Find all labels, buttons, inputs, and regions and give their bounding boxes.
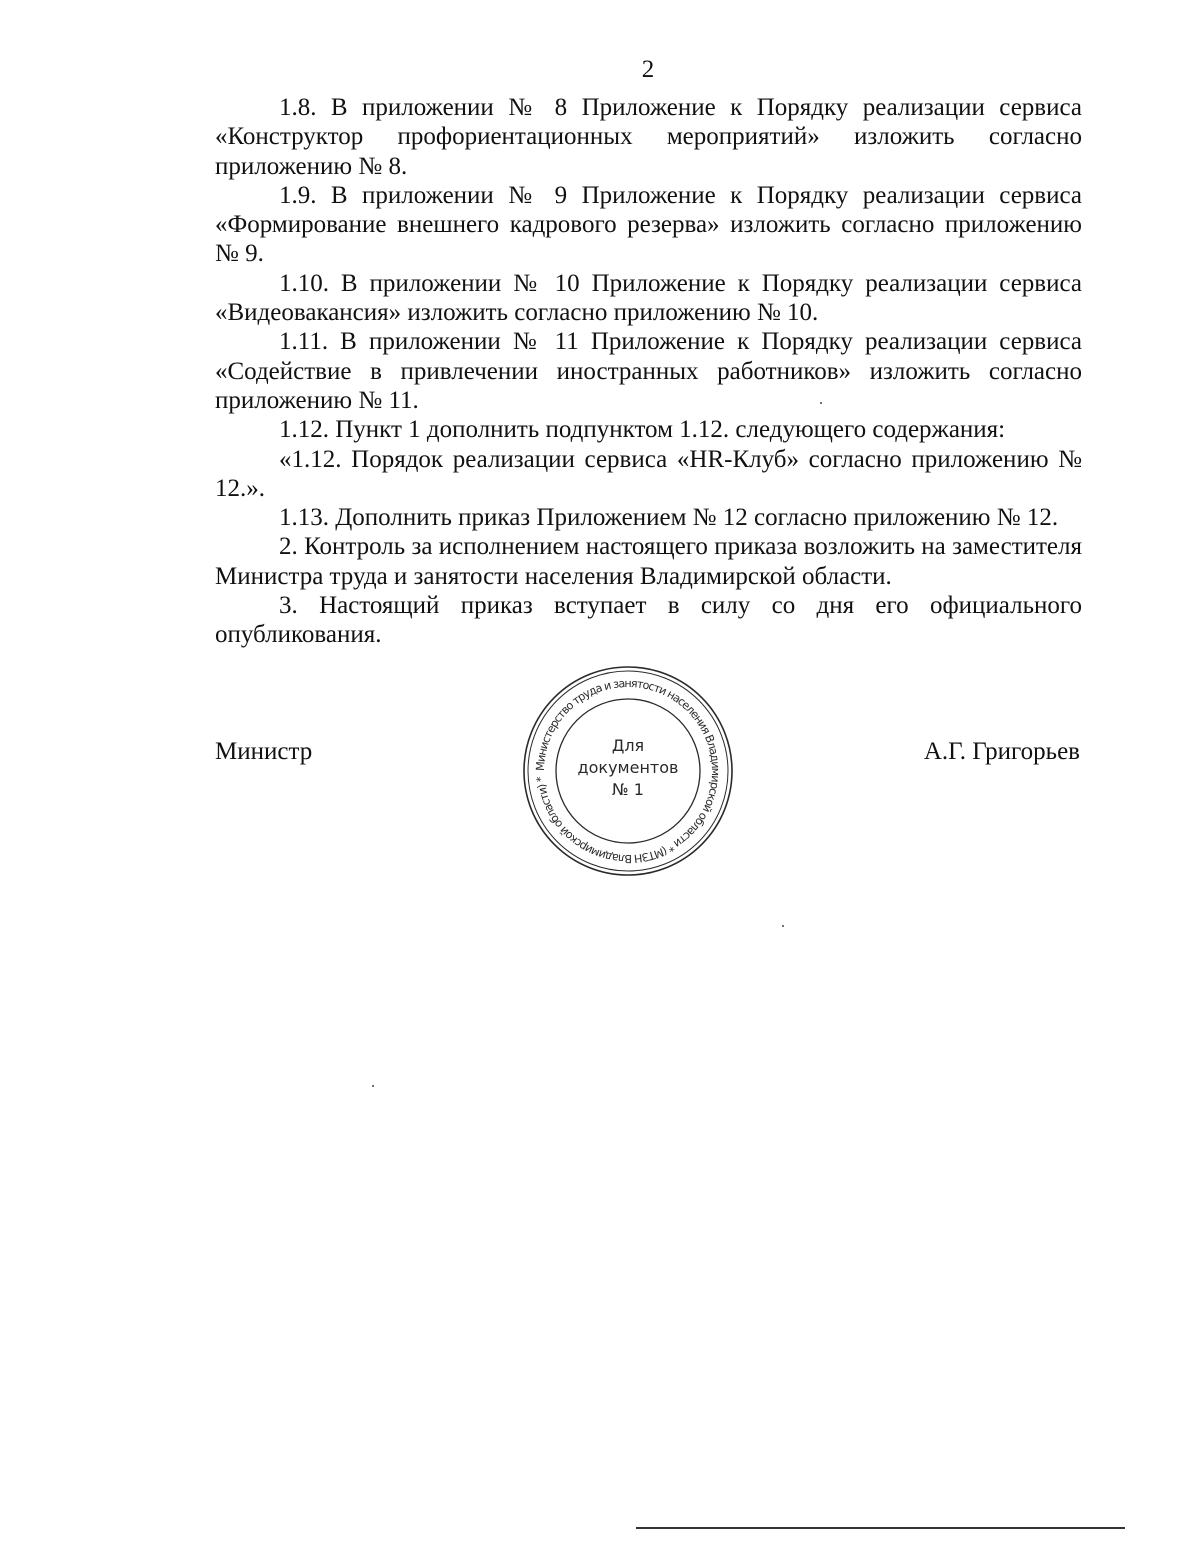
official-stamp xyxy=(520,663,736,879)
paragraph-3: 3. Настоящий приказ вступает в силу со дня его официального опубликования. xyxy=(215,592,1082,649)
document-body xyxy=(215,93,1082,650)
scan-speck xyxy=(372,1085,374,1087)
page-number: 2 xyxy=(641,56,655,83)
stamp-center-line-2: документов xyxy=(577,758,679,777)
scan-speck xyxy=(782,925,784,927)
stamp-center-line-1: Для xyxy=(611,736,645,755)
paragraph-1-11: 1.11. В приложении № 11 Приложение к Порядку реализации сервиса «Содействие в привлечении иностранных работников» изложить согласно приложению № 11. xyxy=(215,328,1082,414)
footer-rule-gap xyxy=(622,1527,636,1529)
paragraph-1-10: 1.10. В приложении № 10 Приложение к Порядку реализации сервиса «Видеовакансия» изложить согласно приложению № 10. xyxy=(215,269,1082,327)
stamp-center-line-3: № 1 xyxy=(612,780,644,799)
footer-rule xyxy=(622,1527,1125,1529)
paragraph-1-9: 1.9. В приложении № 9 Приложение к Порядку реализации сервиса «Формирование внешнего кадрового резерва» изложить согласно приложению № 9. xyxy=(215,181,1082,268)
scan-speck xyxy=(820,402,822,404)
paragraph-1-12: 1.12. Пункт 1 дополнить подпунктом 1.12. следующего содержания: xyxy=(279,416,1006,444)
signatory-title: Министр xyxy=(215,738,313,765)
paragraph-2: 2. Контроль за исполнением настоящего приказа возложить на заместителя Министра труда и занятости населения Владимирской области. xyxy=(215,533,1082,590)
paragraph-1-13: 1.13. Дополнить приказ Приложением № 12 согласно приложению № 12. xyxy=(279,504,1059,532)
signatory-name: А.Г. Григорьев xyxy=(923,738,1080,765)
paragraph-1-12-quote: «1.12. Порядок реализации сервиса «HR-Клуб» согласно приложению № 12.». xyxy=(215,445,1082,502)
stamp-center-text xyxy=(520,735,736,801)
paragraph-1-8: 1.8. В приложении № 8 Приложение к Порядку реализации сервиса «Конструктор профориентационных мероприятий» изложить согласно приложению № 8. xyxy=(215,94,1082,180)
stamp-ring-text: Министерство труда и занятости населения Владимирской области * (МТЗН Владимирской области) * xyxy=(533,676,723,866)
